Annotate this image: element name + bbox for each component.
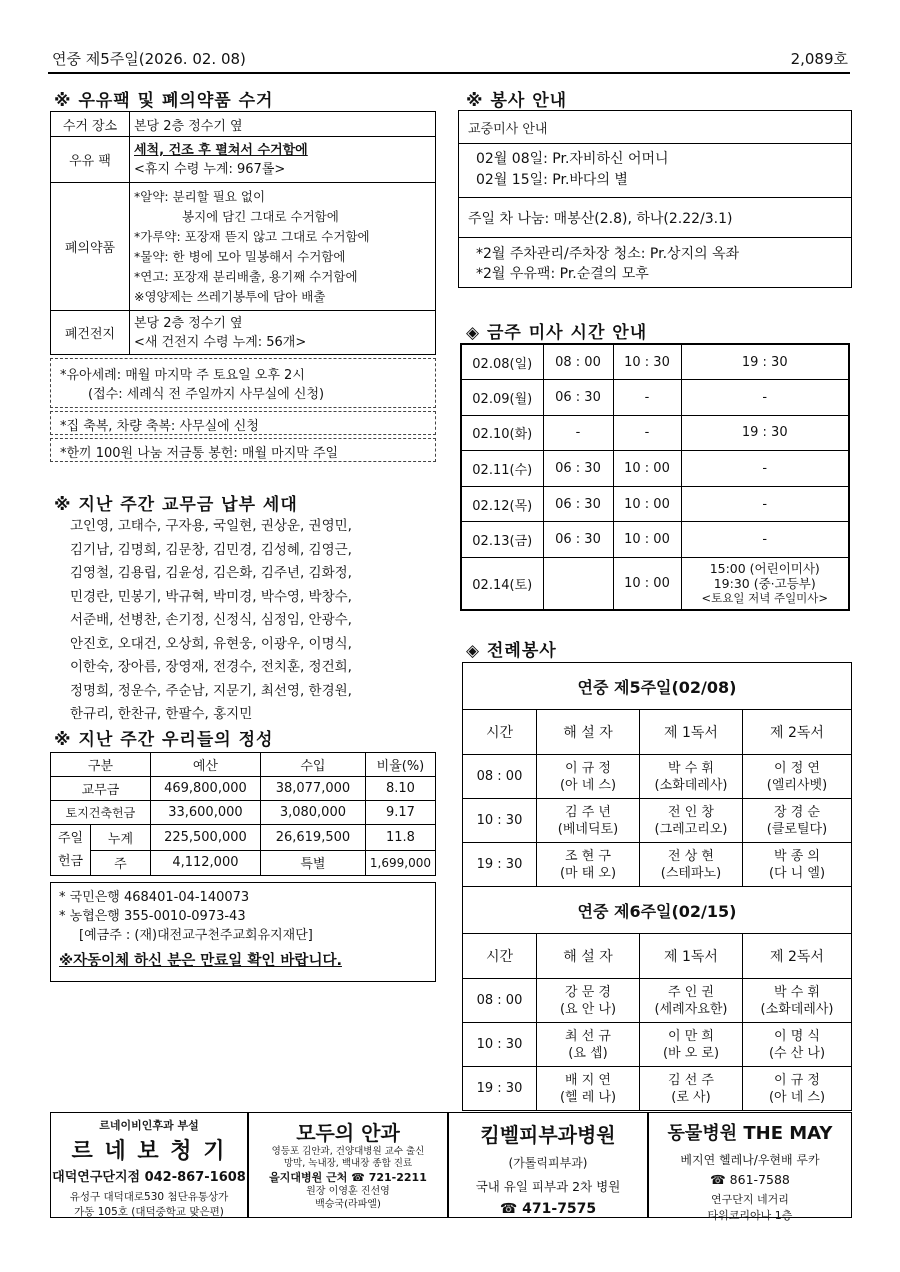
commentator-baptismal: (베네딕토) [557, 821, 619, 837]
liturgy-time: 19 : 30 [463, 843, 537, 887]
mass-time: - [543, 415, 613, 451]
ad-text: 유성구 대덕대로530 첨단유통상가 [69, 1191, 229, 1203]
mass-day: 02.08(일) [461, 344, 543, 380]
dues-title: ※ 지난 주간 교무금 납부 세대 [54, 495, 298, 515]
ad-text: 가동 105호 (대덕중학교 맞은편) [74, 1206, 224, 1218]
liturgy-header: 시간 [463, 934, 537, 979]
notice-box [50, 438, 436, 462]
notice-text: *한끼 100원 나눔 저금통 봉헌: 매월 마지막 주일 [60, 446, 339, 461]
mass-time: 10 : 30 [613, 344, 681, 380]
header-divider [48, 72, 850, 74]
duty-line: *2월 주차관리/주차장 청소: Pr.상지의 옥좌 [476, 246, 740, 262]
reader1-name: 이 만 희 [668, 1028, 714, 1044]
commentator-baptismal: (요 안 나) [559, 1001, 617, 1017]
dues-line: 서준배, 선병찬, 손기정, 신정식, 심정임, 안광수, [70, 612, 352, 628]
ad-hearing-aid [50, 1112, 248, 1218]
commentator-name: 조 현 구 [565, 848, 611, 864]
bank-account: * 농협은행 355-0010-0973-43 [59, 909, 246, 924]
recycle-label: 우유 팩 [51, 137, 130, 183]
commentator-baptismal: (요 셉) [568, 1045, 608, 1061]
service-mass-line: 02월 15일: Pr.바다의 별 [476, 172, 628, 188]
liturgy-week-title: 연중 제6주일(02/15) [463, 887, 852, 934]
finance-income: 3,080,000 [260, 801, 365, 825]
mass-time: - [681, 486, 849, 522]
liturgy-time: 19 : 30 [463, 1067, 537, 1111]
dues-line: 민경란, 민봉기, 박규혁, 박미경, 박수영, 박창수, [70, 588, 352, 605]
reader1-name: 박 수 휘 [668, 760, 714, 776]
recycle-label: 폐의약품 [51, 183, 130, 311]
dues-line: 안진호, 오대건, 오상희, 유현웅, 이광우, 이명식, [70, 635, 352, 652]
commentator-name: 이 규 정 [565, 760, 611, 776]
liturgy-header: 해 설 자 [537, 710, 640, 755]
mass-row [461, 344, 849, 380]
finance-budget: 33,600,000 [150, 801, 260, 825]
reader2-name: 이 규 정 [774, 1072, 820, 1088]
liturgy-header: 제 1독서 [640, 934, 743, 979]
mass-day: 02.09(월) [461, 380, 543, 416]
finance-ratio: 9.17 [365, 801, 435, 825]
liturgy-header: 시간 [463, 710, 537, 755]
special-label: 특별 [260, 850, 365, 876]
finance-budget: 469,800,000 [150, 777, 260, 801]
finance-label: 교무금 [51, 777, 151, 801]
recycle-label: 폐건전지 [51, 311, 130, 355]
dues-line: 김영철, 김용립, 김윤성, 김은화, 김주년, 김화정, [70, 565, 352, 581]
ad-text: 국내 유일 피부과 2차 병원 [475, 1179, 621, 1194]
liturgy-title: ◈ 전례봉사 [466, 641, 557, 661]
recycle-value: 본당 2층 정수기 옆 [134, 315, 243, 331]
liturgy-header: 해 설 자 [537, 934, 640, 979]
reader2-name: 장 경 순 [774, 804, 820, 820]
mass-time: 06 : 30 [543, 522, 613, 558]
commentator-name: 김 주 년 [565, 804, 611, 820]
reader1-baptismal: (로 사) [671, 1089, 711, 1105]
recycle-value: <새 건전지 수령 누계: 56개> [134, 334, 307, 350]
recycle-label: 수거 장소 [51, 112, 130, 137]
reader2-baptismal: (소화데레사) [760, 1001, 834, 1017]
reader2-baptismal: (수 산 나) [768, 1045, 826, 1061]
recycle-value: *연고: 포장재 분리배출, 용기째 수거함에 [134, 268, 358, 284]
finance-header: 예산 [150, 753, 260, 777]
recycle-title: ※ 우유팩 및 폐의약품 수거 [54, 91, 274, 111]
mass-time: 10 : 00 [613, 558, 681, 610]
bank-box [50, 882, 436, 982]
ad-text: 연구단지 네거리 [711, 1193, 789, 1206]
auto-transfer-note: ※자동이체 하신 분은 만료일 확인 바랍니다. [59, 953, 342, 969]
recycle-value: *알약: 분리할 필요 없이 [134, 188, 266, 204]
reader2-baptismal: (클로틸다) [766, 821, 828, 837]
ad-animal-hospital [648, 1112, 852, 1222]
mass-row [461, 486, 849, 522]
notice-text: (접수: 세례식 전 주일까지 사무실에 신청) [88, 387, 325, 402]
recycle-value: 본당 2층 정수기 옆 [130, 112, 436, 137]
finance-ratio: 8.10 [365, 777, 435, 801]
finance-header: 수입 [260, 753, 365, 777]
mass-time: - [613, 415, 681, 451]
reader2-name: 박 종 의 [774, 848, 820, 864]
service-mass-line: 02월 08일: Pr.자비하신 어머니 [476, 151, 669, 167]
mass-time: 10 : 00 [613, 451, 681, 487]
reader1-name: 전 인 창 [668, 804, 714, 820]
finance-title: ※ 지난 주간 우리들의 정성 [54, 730, 274, 750]
mass-time: 06 : 30 [543, 380, 613, 416]
dues-line: 고인영, 고태수, 구자용, 국일현, 권상운, 권영민, [70, 518, 352, 534]
reader1-baptismal: (그레고리오) [654, 821, 728, 837]
cum-ratio: 11.8 [365, 825, 435, 851]
sharing-text: 주일 차 나눔: 매봉산(2.8), 하나(2.22/3.1) [459, 198, 851, 238]
commentator-name: 배 지 연 [565, 1072, 611, 1088]
commentator-baptismal: (마 태 오) [559, 865, 617, 881]
liturgy-table [462, 662, 852, 1111]
mass-time: 15:00 (어린이미사) [709, 560, 820, 576]
commentator-name: 강 문 경 [565, 984, 611, 1000]
mass-time: 19 : 30 [681, 415, 849, 451]
mass-day: 02.14(토) [461, 558, 543, 610]
reader2-baptismal: (다 니 엘) [768, 865, 826, 881]
finance-header: 비율(%) [365, 753, 435, 777]
week-income: 4,112,000 [150, 850, 260, 876]
mass-times-title: ◈ 금주 미사 시간 안내 [466, 323, 648, 343]
dues-list [70, 515, 352, 727]
ad-text: 킴벨피부과병원 [480, 1123, 616, 1147]
mass-time: - [681, 380, 849, 416]
notice-text: *유아세례: 매월 마지막 주 토요일 오후 2시 [60, 368, 305, 383]
finance-header: 구분 [51, 753, 151, 777]
ad-text: 베지연 헬레나/우현배 루카 [680, 1153, 820, 1167]
liturgy-week-title: 연중 제5주일(02/08) [463, 663, 852, 710]
reader2-name: 이 정 연 [774, 760, 820, 776]
reader2-name: 박 수 휘 [774, 984, 820, 1000]
service-box [458, 110, 852, 288]
mass-day: 02.12(목) [461, 486, 543, 522]
finance-table [50, 752, 436, 876]
ad-dermatology [448, 1112, 648, 1218]
ad-text: 모두의 안과 [296, 1121, 400, 1145]
ad-text: ☎ 471-7575 [499, 1201, 597, 1217]
ad-text: 르 네 보 청 기 [71, 1139, 227, 1164]
mass-time: 06 : 30 [543, 486, 613, 522]
cum-income: 26,619,500 [260, 825, 365, 851]
mass-time: 10 : 00 [613, 486, 681, 522]
reader2-baptismal: (아 네 스) [768, 1089, 826, 1105]
mass-row [461, 380, 849, 416]
mass-row [461, 522, 849, 558]
ad-text: (가톨릭피부과) [508, 1156, 588, 1170]
issue-number: 2,089호 [790, 50, 848, 68]
mass-day: 02.10(화) [461, 415, 543, 451]
mass-time: 08 : 00 [543, 344, 613, 380]
mass-day: 02.11(수) [461, 451, 543, 487]
mass-note: <토요일 저녁 주일미사> [701, 590, 829, 605]
reader2-name: 이 명 식 [774, 1028, 820, 1044]
ad-text: 원장 이영훈 진선영 [306, 1186, 390, 1197]
duty-line: *2월 우유팩: Pr.순결의 모후 [476, 266, 649, 282]
mass-time [543, 558, 613, 610]
ad-eye-clinic [248, 1112, 448, 1218]
recycle-table [50, 111, 436, 355]
ad-text: 대덕연구단지점 042-867-1608 [52, 1170, 246, 1185]
recycle-value: 봉지에 담긴 그대로 수거함에 [182, 208, 339, 224]
dues-line: 한규리, 한찬규, 한팔수, 홍지민 [70, 706, 253, 722]
mass-time: 10 : 00 [613, 522, 681, 558]
reader1-name: 주 인 권 [668, 984, 714, 1000]
account-holder: [예금주 : (재)대전교구천주교회유지재단] [79, 928, 313, 943]
finance-label: 토지건축헌금 [51, 801, 151, 825]
liturgy-time: 10 : 30 [463, 799, 537, 843]
commentator-baptismal: (헬 레 나) [559, 1089, 617, 1105]
sunday-label: 헌금 [57, 854, 84, 869]
reader1-baptismal: (스테파노) [660, 865, 722, 881]
recycle-value: *물약: 한 병에 모아 밀봉해서 수거함에 [134, 248, 346, 264]
ad-text: 동물병원 THE MAY [667, 1123, 833, 1144]
ad-text: 타워코리아나 1층 [707, 1209, 793, 1222]
reader1-name: 김 선 주 [668, 1072, 714, 1088]
mass-time: - [681, 522, 849, 558]
sunday-label: 주일 [57, 831, 84, 846]
service-title: ※ 봉사 안내 [466, 91, 568, 111]
reader2-baptismal: (엘리사벳) [766, 777, 828, 793]
finance-income: 38,077,000 [260, 777, 365, 801]
liturgy-header: 제 1독서 [640, 710, 743, 755]
mass-time: 06 : 30 [543, 451, 613, 487]
commentator-name: 최 선 규 [565, 1028, 611, 1044]
mass-row [461, 451, 849, 487]
ad-text: 영등포 김안과, 건양대병원 교수 출신 [271, 1146, 425, 1157]
liturgy-time: 08 : 00 [463, 979, 537, 1023]
notice-box [50, 358, 436, 408]
mass-row [461, 415, 849, 451]
ad-text: 르네이비인후과 부설 [99, 1119, 199, 1132]
cum-budget: 225,500,000 [150, 825, 260, 851]
mass-time: 19:30 (중·고등부) [713, 575, 816, 591]
dues-line: 정명희, 정운수, 주순남, 지문기, 최선영, 한경원, [70, 682, 352, 699]
dues-line: 김기남, 김명희, 김문창, 김민경, 김성혜, 김영근, [70, 541, 352, 558]
notice-text: *집 축복, 차량 축복: 사무실에 신청 [60, 419, 259, 434]
reader1-name: 전 상 현 [668, 848, 714, 864]
reader1-baptismal: (세례자요한) [654, 1001, 728, 1017]
notice-box [50, 411, 436, 435]
liturgy-time: 10 : 30 [463, 1023, 537, 1067]
liturgy-time: 08 : 00 [463, 755, 537, 799]
issue-date: 연중 제5주일(2026. 02. 08) [52, 50, 246, 68]
mass-time: - [681, 451, 849, 487]
ad-text: ☎ 861-7588 [710, 1172, 790, 1187]
recycle-value: <휴지 수령 누계: 967롤> [134, 161, 286, 177]
liturgy-header: 제 2독서 [743, 934, 852, 979]
liturgy-header: 제 2독서 [743, 710, 852, 755]
reader1-baptismal: (바 오 로) [662, 1045, 720, 1061]
dues-line: 이한숙, 장아름, 장영재, 전경수, 전치훈, 정건희, [70, 659, 352, 675]
recycle-value: ※영양제는 쓰레기봉투에 담아 배출 [134, 288, 326, 304]
mass-time: 19 : 30 [681, 344, 849, 380]
reader1-baptismal: (소화데레사) [654, 777, 728, 793]
bank-account: * 국민은행 468401-04-140073 [59, 890, 250, 905]
mass-time: - [613, 380, 681, 416]
ad-text: 백승국(라파엘) [315, 1199, 381, 1210]
mass-times-table [460, 343, 850, 611]
week-label: 주 [91, 850, 151, 876]
cum-label: 누계 [91, 825, 151, 851]
service-mass-title: 교중미사 안내 [459, 111, 851, 144]
recycle-value: *가루약: 포장재 뜯지 않고 그대로 수거함에 [134, 228, 370, 244]
recycle-value: 세척, 건조 후 펼쳐서 수거함에 [134, 142, 308, 158]
mass-day: 02.13(금) [461, 522, 543, 558]
special-income: 1,699,000 [365, 850, 435, 876]
mass-row [461, 558, 849, 610]
ad-text: 망막, 녹내장, 백내장 종합 진료 [283, 1158, 413, 1169]
commentator-baptismal: (아 네 스) [559, 777, 617, 793]
ad-text: 을지대병원 근처 ☎ 721-2211 [269, 1171, 427, 1184]
